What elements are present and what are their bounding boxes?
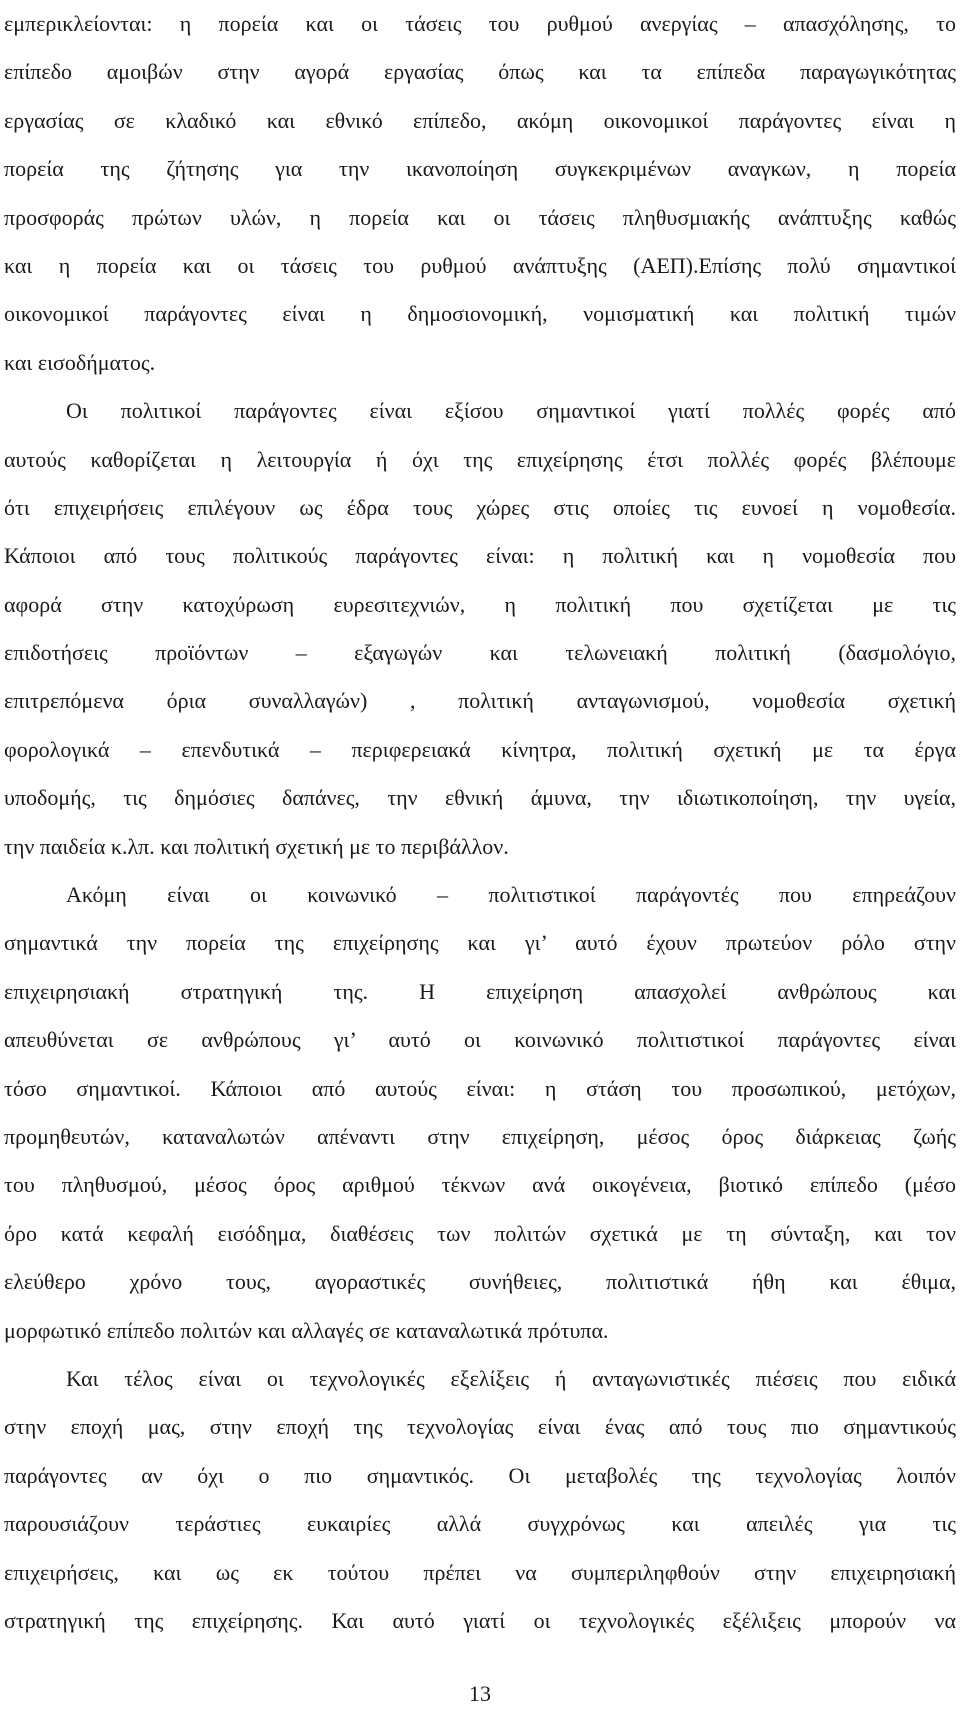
text-line: στρατηγική της επιχείρησης. Και αυτό γιατί οι τεχνολογικές εξέλιξεις μπορούν να (4, 1607, 956, 1633)
text-line: επιτρεπόμενα όρια συναλλαγών) , πολιτική ανταγωνισμού, νομοθεσία σχετική (4, 688, 956, 714)
text-line: αυτούς καθορίζεται η λειτουργία ή όχι της επιχείρησης έτσι πολλές φορές βλέπουμε (4, 446, 956, 472)
text-line: παρουσιάζουν τεράστιες ευκαιρίες αλλά συγχρόνως και απειλές για τις (4, 1511, 956, 1537)
text-line: στην εποχή μας, στην εποχή της τεχνολογίας είναι ένας από τους πιο σημαντικούς (4, 1414, 956, 1440)
text-line: μορφωτικό επίπεδο πολιτών και αλλαγές σε καταναλωτικά πρότυπα. (4, 1317, 609, 1343)
text-line: προσφοράς πρώτων υλών, η πορεία και οι τάσεις πληθυσμιακής ανάπτυξης καθώς (4, 204, 956, 230)
text-line: εμπερικλείονται: η πορεία και οι τάσεις του ρυθμού ανεργίας – απασχόλησης, το (4, 11, 956, 36)
text-line: επίπεδο αμοιβών στην αγορά εργασίας όπως και τα επίπεδα παραγωγικότητας (4, 59, 956, 85)
text-line: ότι επιχειρήσεις επιλέγουν ως έδρα τους χώρες στις οποίες τις ευνοεί η νομοθεσία. (4, 494, 956, 520)
text-line: Κάποιοι από τους πολιτικούς παράγοντες είναι: η πολιτική και η νομοθεσία που (4, 543, 956, 569)
text-line: ελεύθερο χρόνο τους, αγοραστικές συνήθειες, πολιτιστικά ήθη και έθιμα, (4, 1269, 956, 1295)
text-line: εργασίας σε κλαδικό και εθνικό επίπεδο, ακόμη οικονομικοί παράγοντες είναι η (4, 107, 956, 133)
text-line: σημαντικά την πορεία της επιχείρησης και γι’ αυτό έχουν πρωτεύον ρόλο στην (4, 930, 956, 956)
text-line: και εισοδήματος. (4, 349, 156, 375)
text-line: Ακόμη είναι οι κοινωνικό – πολιτιστικοί παράγοντές που επηρεάζουν (66, 882, 956, 908)
text-line: απευθύνεται σε ανθρώπους γι’ αυτό οι κοινωνικό πολιτιστικοί παράγοντες είναι (4, 1027, 956, 1053)
text-line: Οι πολιτικοί παράγοντες είναι εξίσου σημαντικοί γιατί πολλές φορές από (66, 398, 956, 424)
text-line: φορολογικά – επενδυτικά – περιφερειακά κίνητρα, πολιτική σχετική με τα έργα (4, 736, 956, 762)
text-line: υποδομής, τις δημόσιες δαπάνες, την εθνική άμυνα, την ιδιωτικοποίηση, την υγεία, (4, 785, 956, 811)
text-line: του πληθυσμού, μέσος όρος αριθμού τέκνων ανά οικογένεια, βιοτικό επίπεδο (μέσο (4, 1172, 956, 1198)
page-number: 13 (469, 1681, 491, 1706)
text-line: οικονομικοί παράγοντες είναι η δημοσιονομική, νομισματική και πολιτική τιμών (4, 301, 956, 327)
text-line: επιχειρησιακή στρατηγική της. Η επιχείρηση απασχολεί ανθρώπους και (4, 978, 956, 1004)
text-line: τόσο σημαντικοί. Κάποιοι από αυτούς είναι: η στάση του προσωπικού, μετόχων, (4, 1075, 956, 1101)
text-line: όρο κατά κεφαλή εισόδημα, διαθέσεις των πολιτών σχετικά με τη σύνταξη, και τον (4, 1220, 956, 1246)
body-text (4, 0, 956, 1645)
text-line: αφορά στην κατοχύρωση ευρεσιτεχνιών, η πολιτική που σχετίζεται με τις (4, 591, 956, 617)
text-line: προμηθευτών, καταναλωτών απέναντι στην επιχείρηση, μέσος όρος διάρκειας ζωής (4, 1123, 956, 1149)
text-line: επιδοτήσεις προϊόντων – εξαγωγών και τελωνειακή πολιτική (δασμολόγιο, (4, 640, 956, 666)
text-line: και η πορεία και οι τάσεις του ρυθμού ανάπτυξης (ΑΕΠ).Επίσης πολύ σημαντικοί (4, 252, 956, 278)
text-line: παράγοντες αν όχι ο πιο σημαντικός. Οι μεταβολές της τεχνολογίας λοιπόν (4, 1462, 956, 1488)
text-line: Και τέλος είναι οι τεχνολογικές εξελίξεις ή ανταγωνιστικές πιέσεις που ειδικά (66, 1365, 956, 1391)
text-line: επιχειρήσεις, και ως εκ τούτου πρέπει να συμπεριληφθούν στην επιχειρησιακή (4, 1559, 956, 1585)
text-line: πορεία της ζήτησης για την ικανοποίηση συγκεκριμένων αναγκων, η πορεία (4, 156, 956, 182)
text-line: την παιδεία κ.λπ. και πολιτική σχετική με το περιβάλλον. (4, 833, 509, 859)
